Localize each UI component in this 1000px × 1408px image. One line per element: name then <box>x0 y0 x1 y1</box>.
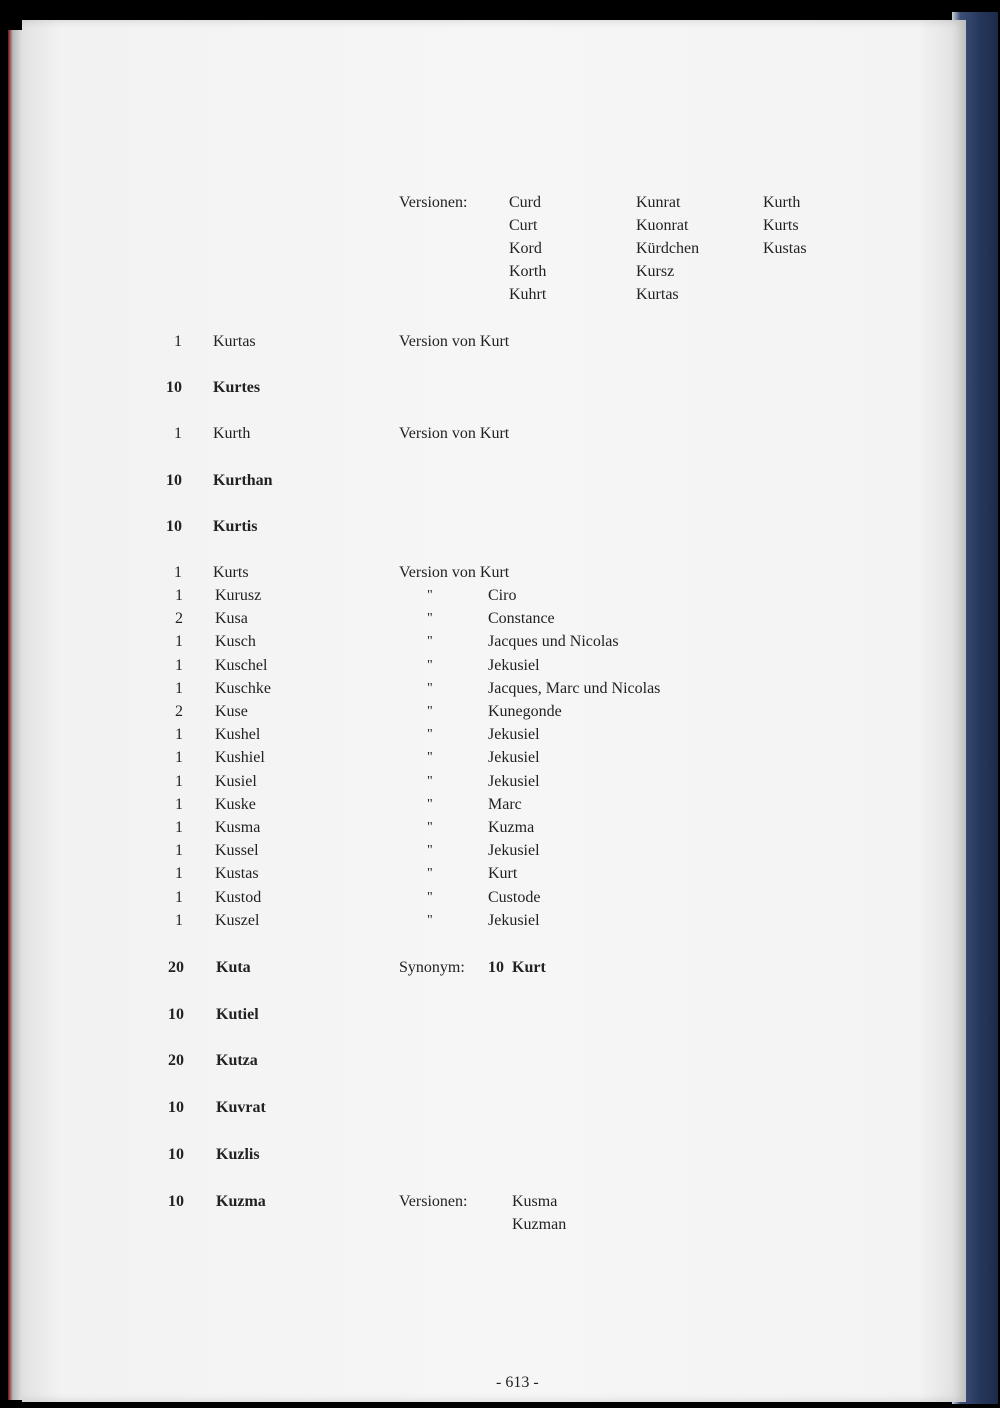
entry-count: 1 <box>175 911 183 929</box>
version-item: Kurts <box>763 217 799 234</box>
entry-note: Version von Kurt <box>399 425 510 442</box>
entry-count: 10 <box>168 1193 184 1210</box>
entry-name: Kutza <box>216 1052 258 1069</box>
ditto-mark: " <box>427 680 433 696</box>
entry-count: 10 <box>168 1146 184 1163</box>
entry-name: Kuzlis <box>216 1146 260 1163</box>
entry-name: Kusiel <box>215 772 257 790</box>
entry-name: Kuske <box>215 795 256 813</box>
entry-name: Kushel <box>215 726 261 744</box>
entry-ref: Marc <box>488 795 522 813</box>
entry-name: Kusch <box>215 633 256 651</box>
version-item: Kurtas <box>636 286 679 303</box>
version-item: Kunrat <box>636 194 681 211</box>
entry-count: 1 <box>175 633 183 651</box>
entry-count: 2 <box>175 703 183 720</box>
entry-name: Kuse <box>215 703 248 720</box>
entry-name: Kustas <box>215 865 259 883</box>
entry-count: 1 <box>175 888 183 906</box>
version-item: Kusma <box>512 1193 558 1210</box>
entry-count: 20 <box>168 959 184 976</box>
ditto-mark: " <box>427 727 433 743</box>
version-item: Curt <box>509 217 538 234</box>
version-item: Kuzman <box>512 1216 567 1233</box>
ditto-mark: " <box>427 820 433 835</box>
entry-count: 1 <box>175 865 183 883</box>
entry-ref: Jekusiel <box>488 749 540 767</box>
version-item: Kurth <box>763 194 801 211</box>
document-page <box>22 20 966 1402</box>
entry-count: 1 <box>174 425 182 442</box>
version-item: Kord <box>509 240 542 257</box>
entry-name: Kurtes <box>213 379 261 396</box>
entry-name: Kustod <box>215 888 262 906</box>
entry-name: Kurthan <box>213 472 273 489</box>
entry-count: 10 <box>166 379 182 396</box>
ditto-mark: " <box>427 912 433 928</box>
ditto-mark: " <box>427 588 433 603</box>
entry-name: Kurts <box>213 564 249 581</box>
entry-count: 10 <box>166 472 182 489</box>
versionen-label: Versionen: <box>399 1193 468 1210</box>
version-item: Kustas <box>763 240 807 257</box>
entry-count: 1 <box>175 749 183 767</box>
synonym-name: Kurt <box>512 959 546 976</box>
entry-count: 1 <box>175 587 183 604</box>
version-item: Kursz <box>636 263 675 280</box>
entry-ref: Jekusiel <box>488 656 540 674</box>
ditto-mark: " <box>427 657 433 673</box>
entry-ref: Jekusiel <box>488 772 540 790</box>
ditto-mark: " <box>427 866 433 882</box>
entry-name: Kuzma <box>216 1193 266 1210</box>
entry-name: Kussel <box>215 842 259 860</box>
entry-name: Kurtis <box>213 518 258 535</box>
entry-note: Version von Kurt <box>399 333 510 350</box>
version-item: Kürdchen <box>636 240 700 257</box>
entry-name: Kutiel <box>216 1006 259 1023</box>
entry-name: Kusa <box>215 610 248 628</box>
entry-count: 1 <box>175 679 183 697</box>
version-item: Kuonrat <box>636 217 689 234</box>
ditto-mark: " <box>427 750 433 766</box>
ditto-mark: " <box>427 796 433 812</box>
entry-ref: Jekusiel <box>488 726 540 744</box>
version-item: Korth <box>509 263 547 280</box>
entry-name: Kuschke <box>215 679 271 697</box>
entry-count: 10 <box>168 1006 184 1023</box>
entry-ref: Ciro <box>488 587 517 604</box>
entry-count: 2 <box>175 610 183 628</box>
entry-name: Kuvrat <box>216 1099 266 1116</box>
entry-count: 1 <box>174 333 182 350</box>
entry-ref: Custode <box>488 888 541 906</box>
entry-ref: Jacques und Nicolas <box>488 633 619 651</box>
entry-ref: Jekusiel <box>488 842 540 860</box>
entry-count: 10 <box>166 518 182 535</box>
entry-note: Version von Kurt <box>399 564 510 581</box>
entry-count: 20 <box>168 1052 184 1069</box>
entry-name: Kushiel <box>215 749 265 767</box>
entry-name: Kusma <box>215 819 261 836</box>
synonym-count: 10 <box>488 959 504 976</box>
synonym-label: Synonym: <box>399 959 465 976</box>
page-number: - 613 - <box>496 1374 539 1391</box>
entry-ref: Jacques, Marc und Nicolas <box>488 679 661 697</box>
entry-count: 1 <box>175 795 183 813</box>
entry-name: Kurusz <box>215 587 262 604</box>
ditto-mark: " <box>427 889 433 905</box>
entry-name: Kuta <box>216 959 251 976</box>
entry-count: 1 <box>175 842 183 860</box>
ditto-mark: " <box>427 843 433 859</box>
entry-count: 1 <box>175 772 183 790</box>
versionen-label: Versionen: <box>399 194 468 211</box>
entry-ref: Kuzma <box>488 819 535 836</box>
entry-count: 1 <box>175 726 183 744</box>
entry-count: 1 <box>175 819 183 836</box>
entry-name: Kurth <box>213 425 251 442</box>
entry-name: Kuschel <box>215 656 268 674</box>
entry-name: Kuszel <box>215 911 260 929</box>
entry-count: 1 <box>174 564 182 581</box>
ditto-mark: " <box>427 704 433 719</box>
entry-ref: Jekusiel <box>488 911 540 929</box>
version-item: Kuhrt <box>509 286 547 303</box>
ditto-mark: " <box>427 611 433 627</box>
entry-ref: Kunegonde <box>488 703 562 720</box>
entry-count: 1 <box>175 656 183 674</box>
entry-name: Kurtas <box>213 333 256 350</box>
entry-ref: Kurt <box>488 865 518 883</box>
entry-ref: Constance <box>488 610 555 628</box>
ditto-mark: " <box>427 634 433 650</box>
entry-count: 10 <box>168 1099 184 1116</box>
version-item: Curd <box>509 194 541 211</box>
ditto-mark: " <box>427 773 433 789</box>
